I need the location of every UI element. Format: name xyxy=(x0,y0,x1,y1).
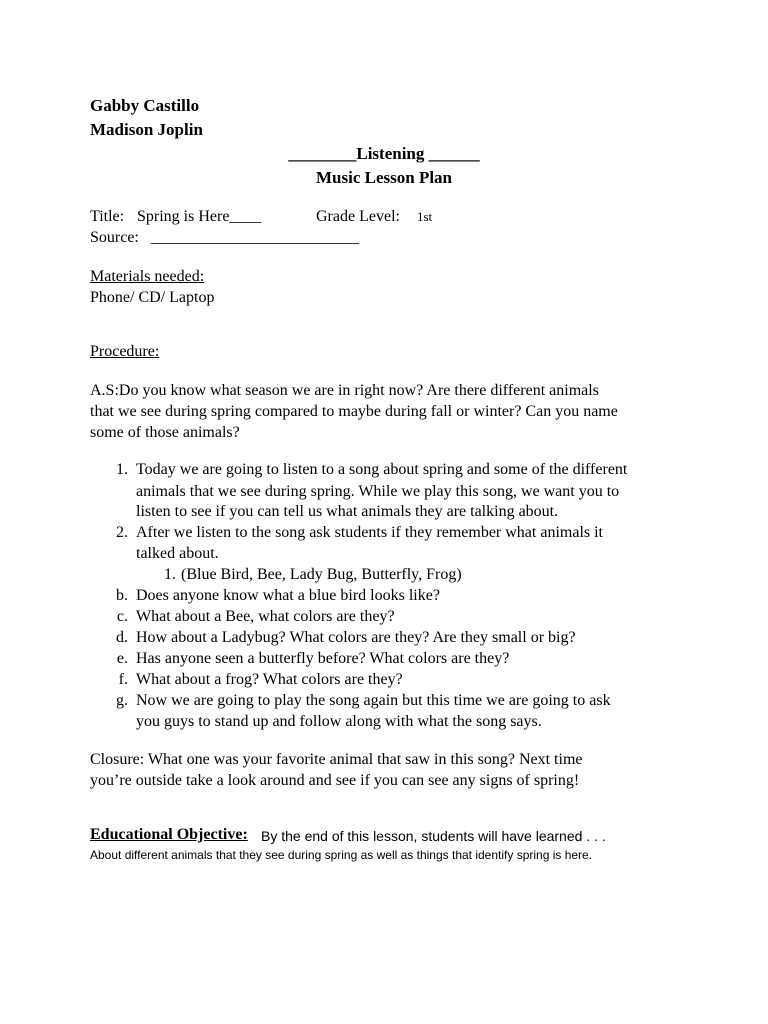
grade-level-value: 1st xyxy=(417,209,433,224)
list-item-line: Has anyone seen a butterfly before? What colors are they? xyxy=(136,650,510,667)
list-item-line: What about a frog? What colors are they? xyxy=(136,671,403,688)
list-marker: d. xyxy=(116,629,128,646)
animal-list: (Blue Bird, Bee, Lady Bug, Butterfly, Frog) xyxy=(181,566,462,583)
closure-line: Closure: What one was your favorite animal that saw in this song? Next time xyxy=(90,751,583,768)
list-marker: 1. xyxy=(164,566,176,583)
list-item-line: Does anyone know what a blue bird looks like? xyxy=(136,587,440,604)
anticipatory-set-line: some of those animals? xyxy=(90,424,240,441)
objective-heading: Educational Objective: xyxy=(90,826,248,843)
list-item-line: you guys to stand up and follow along with what the song says. xyxy=(136,713,542,730)
document-subtitle: Music Lesson Plan xyxy=(315,168,453,187)
list-marker: f. xyxy=(118,671,128,688)
author-name: Gabby Castillo xyxy=(90,96,200,115)
list-marker: 1. xyxy=(116,461,128,478)
list-item-line: animals that we see during spring. While we play this song, we want you to xyxy=(136,483,620,500)
list-item-line: What about a Bee, what colors are they? xyxy=(136,608,395,625)
title-label: Title: xyxy=(90,208,125,225)
objective-text: About different animals that they see during spring as well as things that identify spring is here. xyxy=(90,848,593,862)
list-item-line: After we listen to the song ask students if they remember what animals it xyxy=(136,524,603,541)
list-marker: b. xyxy=(116,587,128,604)
anticipatory-set-line: that we see during spring compared to maybe during fall or winter? Can you name xyxy=(90,403,618,420)
objective-intro: By the end of this lesson, students will have learned . . . xyxy=(261,828,606,844)
grade-level-label: Grade Level: xyxy=(316,208,400,225)
list-marker: c. xyxy=(116,608,128,625)
procedure-heading: Procedure: xyxy=(90,343,160,360)
list-item-line: Now we are going to play the song again but this time we are going to ask xyxy=(136,692,611,709)
materials-text: Phone/ CD/ Laptop xyxy=(90,289,215,306)
listening-heading: ________Listening ______ xyxy=(288,144,480,163)
anticipatory-set-line: A.S:Do you know what season we are in right now? Are there different animals xyxy=(90,382,599,399)
closure-line: you’re outside take a look around and see if you can see any signs of spring! xyxy=(90,772,580,789)
list-marker: e. xyxy=(116,650,128,667)
list-marker: g. xyxy=(116,692,128,709)
materials-heading: Materials needed: xyxy=(90,268,205,285)
list-item-line: How about a Ladybug? What colors are they? Are they small or big? xyxy=(136,629,576,646)
list-item-line: Today we are going to listen to a song about spring and some of the different xyxy=(136,461,628,478)
list-marker: 2. xyxy=(116,524,128,541)
list-item-line: talked about. xyxy=(136,545,219,562)
list-item-line: listen to see if you can tell us what animals they are talking about. xyxy=(136,503,559,520)
source-label: Source: xyxy=(90,229,139,246)
source-blank: __________________________ xyxy=(151,229,359,246)
title-value: Spring is Here____ xyxy=(137,208,262,225)
author-name: Madison Joplin xyxy=(90,120,203,139)
